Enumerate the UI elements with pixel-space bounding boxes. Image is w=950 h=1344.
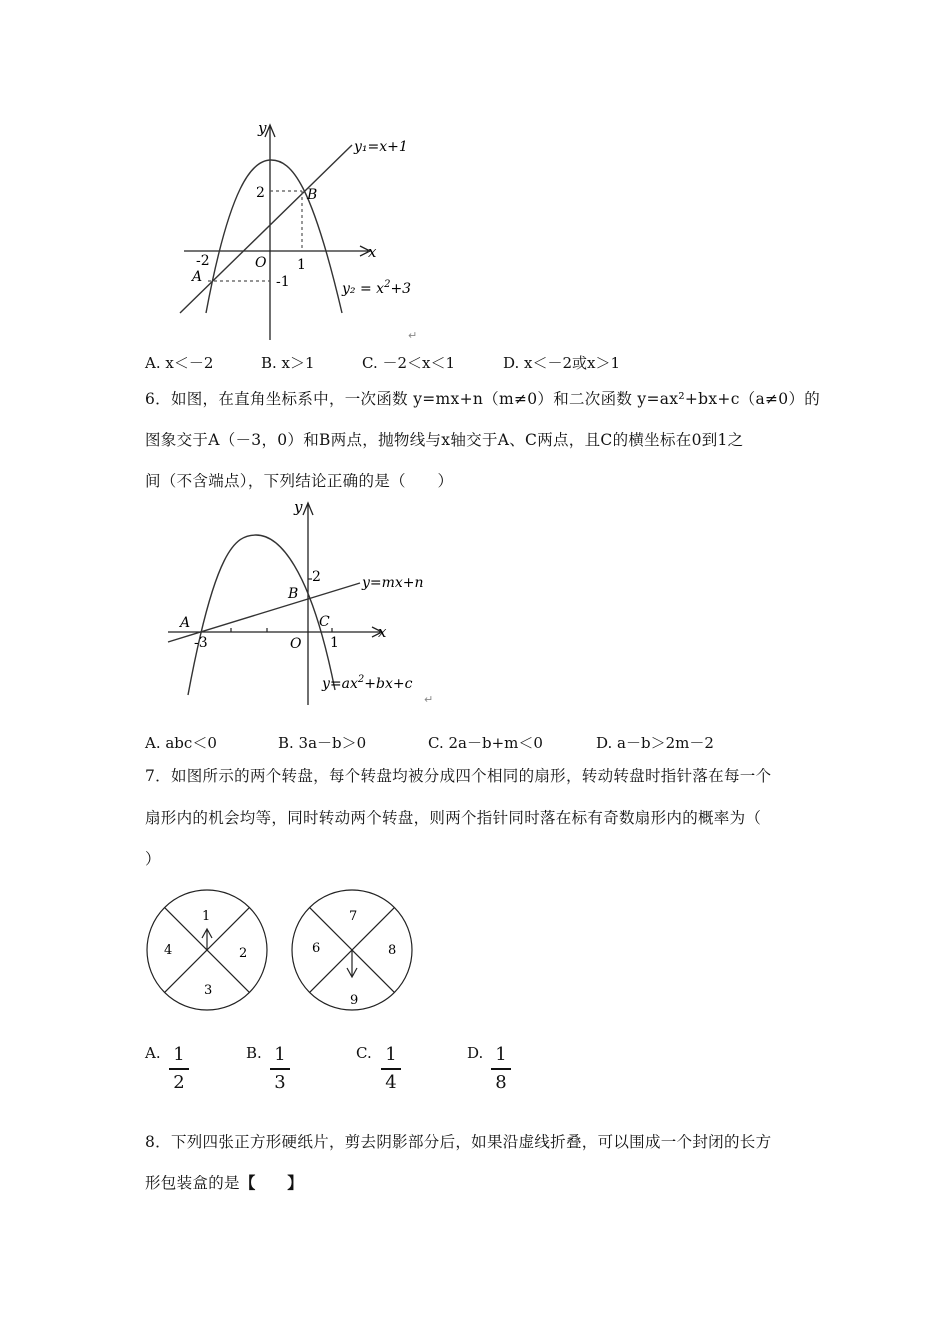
fig1-tick-1: 1 <box>297 257 306 273</box>
fig2-tick-neg3: -3 <box>194 635 208 651</box>
q7-line-1: 7．如图所示的两个转盘，每个转盘均被分成四个相同的扇形，转动转盘时指针落在每一个 <box>145 767 772 785</box>
q7-option-c-fraction <box>380 1044 402 1094</box>
q6-line-2: 图象交于A（－3，0）和B两点，抛物线与x轴交于A、C两点，且C的横坐标在0到1之 <box>145 431 744 449</box>
q7-option-d-label: D. <box>467 1044 484 1062</box>
spinner1-label-top: 1 <box>202 909 211 924</box>
fig1-line-label: y₁=x+1 <box>354 139 408 155</box>
fig2-x-axis-label: x <box>378 623 387 641</box>
figure-line-parabola-1 <box>170 115 440 345</box>
q7-line-2: 扇形内的机会均等，同时转动两个转盘，则两个指针同时落在标有奇数扇形内的概率为（ <box>145 809 762 827</box>
spinner1-label-left: 4 <box>164 943 173 958</box>
q8-line-2 <box>145 1171 303 1193</box>
q7-option-a-numerator: 1 <box>173 1044 185 1065</box>
spinner1-label-bottom: 3 <box>204 983 213 998</box>
fig1-tick-2: 2 <box>256 185 265 201</box>
q7-option-a-label: A. <box>145 1044 161 1062</box>
spinner2-label-bottom: 9 <box>350 993 359 1008</box>
fig2-parabola-label: $y=ax^2+bx+c$ <box>322 674 413 692</box>
fig1-return-mark: ↵ <box>408 329 418 342</box>
fig1-tick-neg2: -2 <box>196 253 210 269</box>
fig1-tick-neg1: -1 <box>276 274 290 290</box>
q8-line-2-text: 形包装盒的是 <box>145 1174 240 1192</box>
spinner2-label-right: 8 <box>388 943 397 958</box>
fig2-line-label: y=mx+n <box>362 575 424 591</box>
fig1-point-a-label: A <box>192 269 203 285</box>
q7-option-c-label: C. <box>356 1044 372 1062</box>
q5-option-d: D. x＜－2或x＞1 <box>503 354 621 372</box>
q7-option-d-denominator: 8 <box>495 1071 507 1093</box>
q6-option-b: B. 3a－b＞0 <box>278 734 367 752</box>
spinner-1 <box>143 888 273 1018</box>
q6-option-c: C. 2a－b+m＜0 <box>428 734 543 752</box>
q7-option-b-fraction <box>269 1044 291 1094</box>
q6-option-d: D. a－b＞2m－2 <box>596 734 714 752</box>
q5-option-b: B. x＞1 <box>261 354 315 372</box>
q6-line-1: 6．如图，在直角坐标系中，一次函数 y=mx+n（m≠0）和二次函数 y=ax²+bx+c（a≠0）的 <box>145 390 821 408</box>
spinner2-label-top: 7 <box>349 909 358 924</box>
fig2-origin-label: O <box>290 636 302 652</box>
q7-line-3: ） <box>145 850 161 868</box>
q7-option-b-label: B. <box>246 1044 262 1062</box>
q8-answer-bracket: 【 】 <box>239 1173 304 1192</box>
q7-option-c-numerator: 1 <box>385 1044 397 1065</box>
q7-option-b-denominator: 3 <box>274 1071 286 1093</box>
q7-option-d-fraction <box>490 1044 512 1094</box>
q6-line-3: 间（不含端点），下列结论正确的是（ ） <box>145 472 454 490</box>
q7-option-b-numerator: 1 <box>274 1044 286 1065</box>
spinner2-label-left: 6 <box>312 941 321 956</box>
fig2-return-mark: ↵ <box>424 693 434 706</box>
q7-option-a-denominator: 2 <box>173 1071 185 1093</box>
spinner-2 <box>288 888 418 1018</box>
q8-line-1: 8．下列四张正方形硬纸片，剪去阴影部分后，如果沿虚线折叠，可以围成一个封闭的长方 <box>145 1133 772 1151</box>
fig2-point-a-label: A <box>180 615 191 631</box>
q7-option-c-denominator: 4 <box>385 1071 397 1093</box>
q7-option-a-fraction <box>168 1044 190 1094</box>
spinner1-label-right: 2 <box>239 946 248 961</box>
fig1-y-axis-label: y <box>258 119 267 137</box>
q5-option-c: C. －2＜x＜1 <box>362 354 456 372</box>
fig2-point-c-label: C <box>319 614 330 630</box>
fig1-point-b-label: B <box>307 187 318 203</box>
fig2-y-axis-label: y <box>294 498 303 516</box>
fig1-origin-label: O <box>255 255 267 271</box>
fig1-parabola-label: $y_2 = x^2+3$ <box>342 279 412 297</box>
fig2-tick-1: 1 <box>330 635 339 651</box>
fig2-point-b-label: B <box>288 586 299 602</box>
fig1-x-axis-label: x <box>368 243 377 261</box>
q7-option-d-numerator: 1 <box>495 1044 507 1065</box>
fig2-tick-2: 2 <box>312 569 321 585</box>
q5-option-a: A. x＜－2 <box>145 354 214 372</box>
q6-option-a: A. abc＜0 <box>145 734 217 752</box>
figure-line-parabola-2 <box>160 495 450 710</box>
